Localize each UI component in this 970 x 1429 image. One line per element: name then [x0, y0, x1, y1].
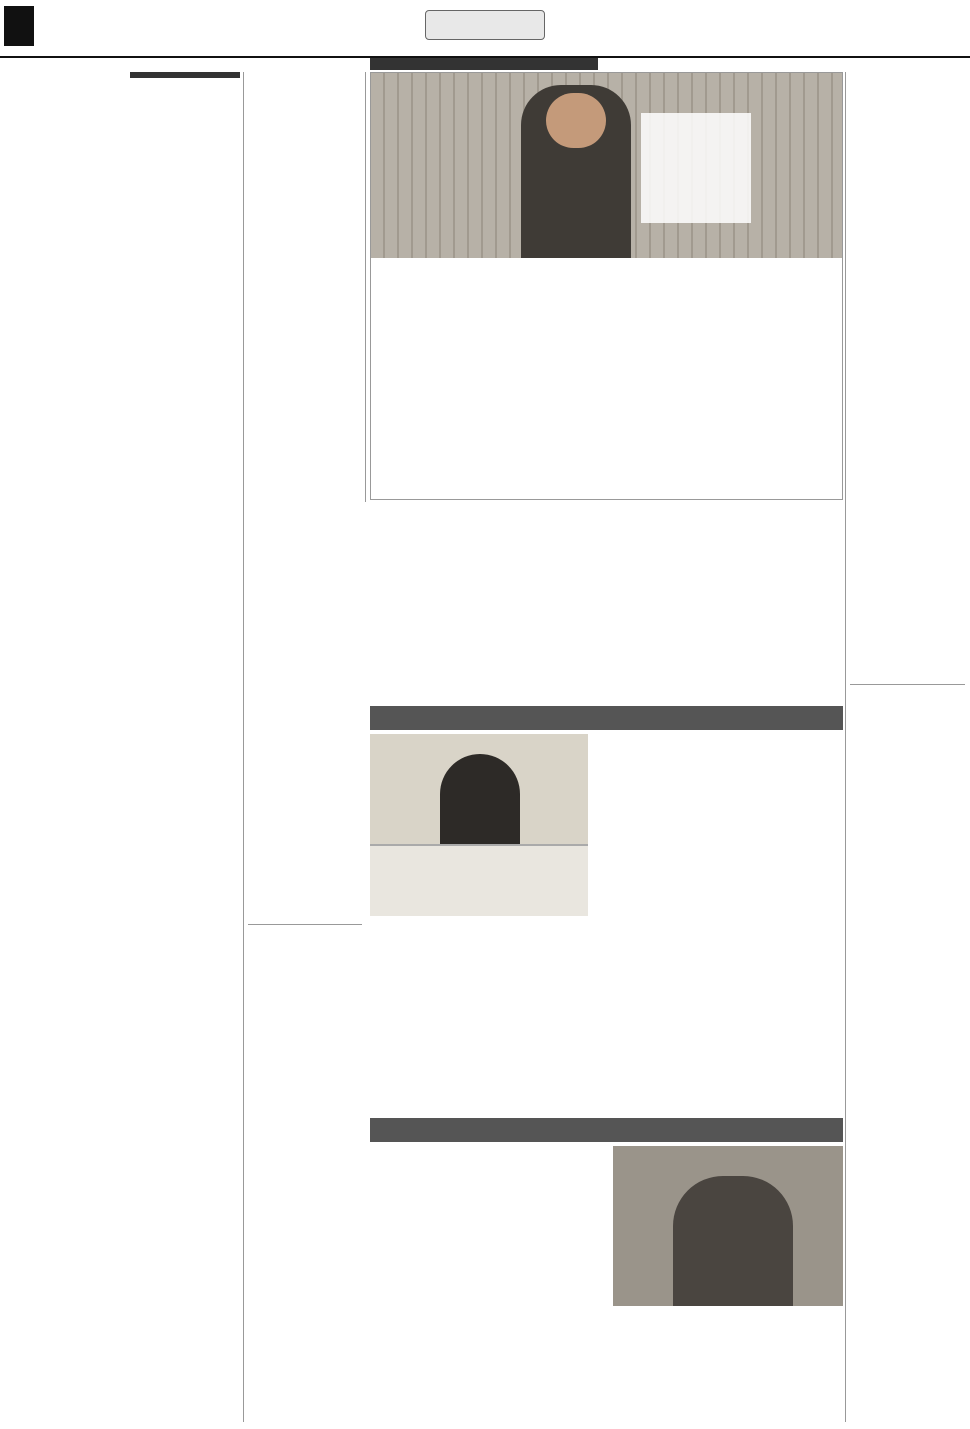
left-mid-column	[248, 72, 362, 1422]
column-rule	[845, 72, 846, 1422]
column-rule	[365, 72, 366, 502]
man-figure	[673, 1176, 793, 1306]
father-body	[370, 532, 843, 682]
interview-qa	[370, 922, 843, 1112]
interview-headline[interactable]	[370, 706, 843, 730]
divider	[248, 924, 362, 925]
feature-body	[377, 265, 838, 495]
left-column	[4, 72, 240, 1424]
german-body	[370, 1146, 606, 1424]
masthead	[0, 0, 970, 58]
feature-box	[370, 72, 843, 500]
right-body	[850, 78, 965, 678]
column-rule	[243, 72, 244, 1422]
german-photo	[613, 1146, 843, 1306]
section-label	[425, 10, 545, 40]
page-number	[4, 6, 34, 46]
divider	[850, 684, 965, 685]
left-column-title	[130, 72, 240, 78]
face-shape	[546, 93, 606, 148]
mid-body	[248, 78, 362, 918]
german-caption	[613, 1310, 843, 1332]
german-body-cont	[613, 1336, 843, 1424]
feature-caption	[641, 113, 751, 223]
desk-shape	[370, 844, 588, 916]
interview-qa-top	[596, 798, 843, 916]
right-body-2	[850, 691, 965, 1341]
german-box	[370, 1146, 843, 1424]
mid-body-2	[248, 931, 362, 1351]
feature-photo	[371, 73, 842, 258]
masthead-subtitle	[370, 58, 598, 70]
father-story	[370, 528, 843, 708]
newspaper-logo[interactable]	[870, 2, 962, 56]
interview-intro	[596, 734, 843, 794]
right-column	[850, 72, 965, 1424]
interview-photo	[370, 734, 588, 916]
interview-box	[370, 734, 843, 1114]
german-headline[interactable]	[370, 1118, 843, 1142]
